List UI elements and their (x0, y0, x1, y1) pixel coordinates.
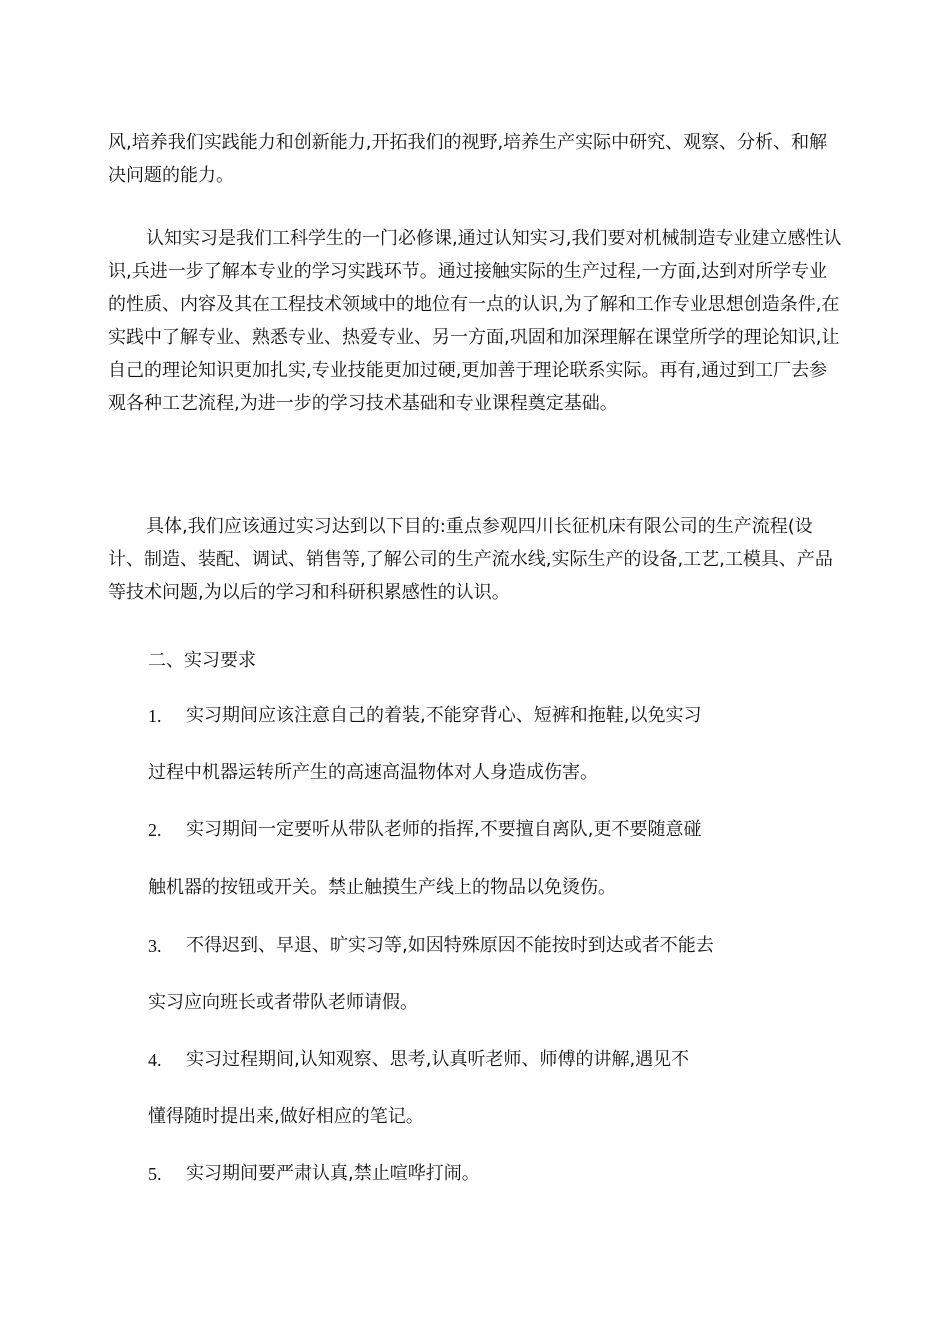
requirement-number: 4. (148, 1050, 162, 1070)
requirement-number: 1. (148, 706, 162, 726)
paragraph-purpose: 认知实习是我们工科学生的一门必修课,通过认知实习,我们要对机械制造专业建立感性认识,兵进一步了解本专业的学习实践环节。通过接触实际的生产过程,一方面,达到对所学专业的性质、内容及其在工程技术领域中的地位有一点的认识,为了解和工作专业思想创造条件,在实践中了解专业、熟悉专业、热爱专业、另一方面,巩固和加深理解在课堂所学的理论知识,让自己的理论知识更加扎实,专业技能更加过硬,更加善于理论联系实际。再有,通过到工厂去参观各种工艺流程,为进一步的学习技术基础和专业课程奠定基础。 (108, 228, 842, 414)
requirement-line: 不得迟到、早退、旷实习等,如因特殊原因不能按时到达或者不能去 (186, 935, 714, 956)
paragraph-intro-continuation: 风,培养我们实践能力和创新能力,开拓我们的视野,培养生产实际中研究、观察、分析、和解决问题的能力。 (108, 132, 828, 186)
requirement-number: 5. (148, 1164, 162, 1184)
requirement-line: 实习期间要严肃认真,禁止喧哗打闹。 (186, 1163, 480, 1184)
requirement-number: 2. (148, 820, 162, 840)
requirement-line: 实习期间应该注意自己的着装,不能穿背心、短裤和拖鞋,以免实习 (186, 705, 702, 726)
requirement-line: 过程中机器运转所产生的高速高温物体对人身造成伤害。 (148, 762, 598, 783)
requirement-line: 实习应向班长或者带队老师请假。 (148, 992, 418, 1013)
requirement-line: 懂得随时提出来,做好相应的笔记。 (148, 1106, 424, 1127)
requirement-number: 3. (148, 936, 162, 956)
section-heading: 二、实习要求 (148, 650, 256, 671)
requirement-line: 实习过程期间,认知观察、思考,认真听老师、师傅的讲解,遇见不 (186, 1049, 690, 1070)
requirement-line: 触机器的按钮或开关。禁止触摸生产线上的物品以免烫伤。 (148, 877, 616, 898)
requirement-line: 实习期间一定要听从带队老师的指挥,不要擅自离队,更不要随意碰 (186, 819, 702, 840)
paragraph-objectives: 具体,我们应该通过实习达到以下目的:重点参观四川长征机床有限公司的生产流程(设计、制造、装配、调试、销售等,了解公司的生产流水线,实际生产的设备,工艺,工模具、产品等技术问题,为以后的学习和科研积累感性的认识。 (108, 516, 833, 603)
